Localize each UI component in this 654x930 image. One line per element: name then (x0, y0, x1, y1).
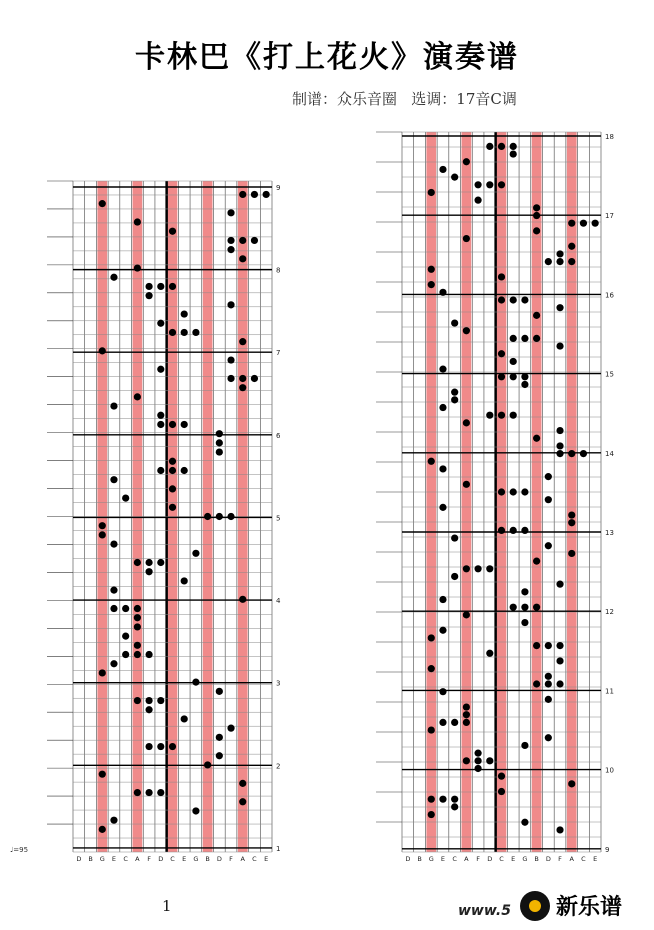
left-note (227, 301, 234, 308)
right-note (463, 611, 470, 618)
right-note (556, 442, 563, 449)
right-note (498, 143, 505, 150)
right-note (533, 312, 540, 319)
left-measure-number: 5 (276, 514, 281, 523)
right-note (486, 757, 493, 764)
logo-text: 新乐谱 (556, 895, 623, 920)
right-note (510, 358, 517, 365)
right-note (439, 465, 446, 472)
right-note (439, 796, 446, 803)
right-note (463, 327, 470, 334)
right-note (568, 243, 575, 250)
right-note (545, 680, 552, 687)
right-tine-label: B (534, 855, 539, 863)
left-note (134, 218, 141, 225)
right-note (474, 565, 481, 572)
right-note (568, 780, 575, 787)
right-note (486, 412, 493, 419)
left-note (157, 559, 164, 566)
right-note (568, 519, 575, 526)
right-tine-label: E (593, 855, 598, 863)
right-tine-label: B (417, 855, 422, 863)
left-note (157, 789, 164, 796)
right-note (580, 450, 587, 457)
left-note (134, 651, 141, 658)
left-tine-label: E (111, 855, 117, 863)
tempo-marking: ♩=95 (10, 846, 29, 854)
right-note (545, 696, 552, 703)
right-note (510, 488, 517, 495)
right-note (533, 212, 540, 219)
left-note (216, 430, 223, 437)
left-note (239, 375, 246, 382)
right-note (510, 296, 517, 303)
right-note (428, 189, 435, 196)
left-tine-label: E (264, 855, 269, 863)
right-note (474, 757, 481, 764)
left-note (99, 522, 106, 529)
left-note (110, 817, 117, 824)
left-note (122, 494, 129, 501)
right-note (439, 404, 446, 411)
right-tine-label: D (487, 855, 493, 863)
left-note (216, 688, 223, 695)
left-note (239, 338, 246, 345)
left-note (110, 660, 117, 667)
left-note (192, 807, 199, 814)
left-note (110, 274, 117, 281)
left-note (204, 761, 211, 768)
right-note (439, 596, 446, 603)
left-note (192, 550, 199, 557)
right-note (498, 527, 505, 534)
page-number: 1 (162, 897, 172, 915)
left-note (99, 826, 106, 833)
left-note (239, 384, 246, 391)
right-note (521, 604, 528, 611)
left-tine-label: G (99, 855, 105, 863)
right-note (498, 273, 505, 280)
left-note (216, 439, 223, 446)
right-measure-number: 14 (605, 449, 614, 458)
right-tine-label: D (545, 855, 551, 863)
right-measure-number: 15 (605, 370, 614, 379)
right-note (439, 366, 446, 373)
left-measure-number: 7 (276, 349, 281, 358)
right-tine-label: E (511, 855, 516, 863)
left-note (192, 679, 199, 686)
left-note (145, 651, 152, 658)
right-note (556, 657, 563, 664)
left-note (181, 467, 188, 474)
left-tine-label: C (252, 855, 257, 863)
right-note (474, 197, 481, 204)
left-note (251, 237, 258, 244)
left-note (134, 605, 141, 612)
right-note (439, 627, 446, 634)
right-note (533, 435, 540, 442)
site-logo (520, 890, 622, 921)
left-note (99, 200, 106, 207)
right-note (580, 220, 587, 227)
right-note (439, 688, 446, 695)
left-tine-label: D (216, 855, 222, 863)
left-measure-number: 8 (276, 266, 281, 275)
right-note (521, 381, 528, 388)
right-note (451, 719, 458, 726)
left-note (145, 283, 152, 290)
right-note (428, 634, 435, 641)
left-note (216, 734, 223, 741)
left-note (134, 623, 141, 630)
right-tine-label: C (499, 855, 504, 863)
right-note (510, 143, 517, 150)
right-note (510, 335, 517, 342)
left-note (169, 421, 176, 428)
right-note (486, 181, 493, 188)
right-note (510, 150, 517, 157)
left-note (169, 504, 176, 511)
left-tine-label: F (147, 855, 151, 863)
right-note (556, 680, 563, 687)
left-tine-label: C (170, 855, 175, 863)
left-note (239, 596, 246, 603)
right-note (556, 450, 563, 457)
right-note (451, 803, 458, 810)
right-note (568, 220, 575, 227)
left-note (216, 448, 223, 455)
left-note (134, 614, 141, 621)
right-measure-number: 12 (605, 608, 614, 617)
left-note (239, 255, 246, 262)
right-note (428, 665, 435, 672)
right-note (463, 757, 470, 764)
left-note (169, 283, 176, 290)
left-tine-label: D (76, 855, 82, 863)
left-measure-number: 3 (276, 679, 281, 688)
right-note (533, 204, 540, 211)
right-note (428, 281, 435, 288)
right-note (463, 703, 470, 710)
right-note (439, 289, 446, 296)
right-note (568, 511, 575, 518)
vinyl-disc-icon (520, 891, 550, 921)
left-note (251, 191, 258, 198)
left-note (227, 725, 234, 732)
left-note (239, 780, 246, 787)
right-note (428, 811, 435, 818)
left-tine-label: A (240, 855, 245, 863)
left-measure-number: 6 (276, 431, 281, 440)
right-note (545, 258, 552, 265)
left-note (134, 393, 141, 400)
right-measure-number: 9 (605, 845, 610, 854)
right-note (486, 565, 493, 572)
right-note (498, 181, 505, 188)
right-note (510, 373, 517, 380)
right-note (521, 742, 528, 749)
left-note (169, 485, 176, 492)
right-note (474, 750, 481, 757)
right-note (545, 473, 552, 480)
left-note (239, 237, 246, 244)
left-tine-label: F (229, 855, 233, 863)
left-note (263, 191, 270, 198)
left-note (216, 513, 223, 520)
right-note (556, 642, 563, 649)
left-measure-number: 2 (276, 762, 281, 771)
left-note (157, 412, 164, 419)
right-measure-number: 10 (605, 766, 614, 775)
left-note (181, 310, 188, 317)
left-note (110, 476, 117, 483)
right-note (486, 650, 493, 657)
right-note (428, 266, 435, 273)
right-note (439, 719, 446, 726)
left-measure-number: 4 (276, 597, 281, 606)
right-note (428, 796, 435, 803)
left-note (145, 292, 152, 299)
right-note (568, 550, 575, 557)
right-note (556, 342, 563, 349)
left-tine-label: A (135, 855, 140, 863)
left-note (134, 264, 141, 271)
right-note (463, 719, 470, 726)
right-note (521, 527, 528, 534)
right-note (556, 258, 563, 265)
left-note (227, 513, 234, 520)
right-note (533, 604, 540, 611)
right-note (533, 335, 540, 342)
left-note (157, 421, 164, 428)
left-note (145, 559, 152, 566)
right-note (521, 488, 528, 495)
left-note (227, 237, 234, 244)
right-tine-label: F (558, 855, 562, 863)
left-note (122, 633, 129, 640)
right-note (521, 335, 528, 342)
right-note (556, 427, 563, 434)
left-note (239, 798, 246, 805)
right-measure-number: 18 (605, 133, 614, 141)
right-note (556, 250, 563, 257)
right-note (556, 826, 563, 833)
left-note (99, 771, 106, 778)
left-note (251, 375, 258, 382)
right-tine-label: C (581, 855, 586, 863)
right-tine-label: A (464, 855, 469, 863)
left-note (227, 209, 234, 216)
right-note (451, 389, 458, 396)
right-tine-label: A (569, 855, 574, 863)
right-tine-label: F (476, 855, 480, 863)
right-note (474, 765, 481, 772)
right-note (428, 726, 435, 733)
left-note (110, 587, 117, 594)
right-note (545, 642, 552, 649)
right-measure-number: 13 (605, 529, 614, 537)
right-note (463, 235, 470, 242)
right-note (451, 396, 458, 403)
left-note (145, 568, 152, 575)
right-note (498, 412, 505, 419)
left-note (169, 458, 176, 465)
left-note (181, 421, 188, 428)
right-note (451, 573, 458, 580)
right-note (533, 642, 540, 649)
left-tine-label: G (193, 855, 199, 863)
right-note (545, 542, 552, 549)
right-note (428, 458, 435, 465)
right-tine-label: C (452, 855, 457, 863)
left-note (239, 191, 246, 198)
left-note (110, 402, 117, 409)
right-note (521, 296, 528, 303)
left-note (157, 320, 164, 327)
right-note (498, 488, 505, 495)
right-note (451, 319, 458, 326)
left-note (157, 467, 164, 474)
left-note (169, 743, 176, 750)
left-tine-label: B (88, 855, 93, 863)
right-note (510, 527, 517, 534)
left-note (134, 697, 141, 704)
right-note (545, 734, 552, 741)
score-title: 卡林巴《打上花火》演奏谱 (135, 40, 519, 75)
left-note (99, 669, 106, 676)
right-tine-label: E (440, 855, 446, 863)
left-tine-label: C (123, 855, 128, 863)
left-note (145, 697, 152, 704)
right-note (592, 220, 599, 227)
left-note (122, 605, 129, 612)
left-note (157, 697, 164, 704)
right-note (545, 673, 552, 680)
left-note (157, 283, 164, 290)
left-note (110, 605, 117, 612)
right-note (463, 711, 470, 718)
right-note (439, 166, 446, 173)
right-tine-label: G (522, 855, 528, 863)
right-note (463, 419, 470, 426)
left-note (192, 329, 199, 336)
right-tine-label: D (405, 855, 411, 863)
left-tine-label: D (158, 855, 164, 863)
left-note (157, 743, 164, 750)
right-note (498, 788, 505, 795)
left-note (145, 789, 152, 796)
right-note (486, 143, 493, 150)
right-note (533, 558, 540, 565)
right-note (498, 373, 505, 380)
right-note (463, 565, 470, 572)
right-note (510, 412, 517, 419)
left-note (134, 642, 141, 649)
right-note (510, 604, 517, 611)
right-note (474, 181, 481, 188)
right-tine-label: G (428, 855, 434, 863)
left-note (99, 347, 106, 354)
left-note (216, 752, 223, 759)
right-measure-number: 11 (605, 687, 614, 696)
right-note (463, 158, 470, 165)
right-note (498, 350, 505, 357)
left-note (227, 375, 234, 382)
right-note (439, 504, 446, 511)
right-measure-number: 17 (605, 212, 614, 221)
left-note (157, 366, 164, 373)
right-note (533, 680, 540, 687)
left-note (134, 559, 141, 566)
left-note (145, 743, 152, 750)
left-note (227, 356, 234, 363)
left-tine-label: B (205, 855, 210, 863)
right-note (533, 227, 540, 234)
left-measure-number: 9 (276, 184, 281, 192)
left-measure-number: 1 (276, 844, 281, 853)
left-note (110, 541, 117, 548)
left-note (169, 467, 176, 474)
right-note (556, 581, 563, 588)
right-note (521, 819, 528, 826)
left-note (145, 706, 152, 713)
left-note (227, 246, 234, 253)
right-note (498, 296, 505, 303)
right-note (568, 258, 575, 265)
right-note (451, 534, 458, 541)
right-note (451, 174, 458, 181)
left-note (204, 513, 211, 520)
right-note (568, 450, 575, 457)
left-tine-label: E (182, 855, 187, 863)
left-note (169, 228, 176, 235)
score-subtitle: 制谱：众乐音圈 选调：17音C调 (292, 90, 517, 108)
left-note (99, 531, 106, 538)
site-url[interactable]: www.5 (458, 903, 511, 919)
left-note (134, 789, 141, 796)
right-note (463, 481, 470, 488)
right-note (498, 773, 505, 780)
left-note (181, 329, 188, 336)
left-note (181, 715, 188, 722)
left-note (181, 577, 188, 584)
left-note (169, 329, 176, 336)
right-note (521, 619, 528, 626)
left-note (122, 651, 129, 658)
right-note (545, 496, 552, 503)
right-measure-number: 16 (605, 291, 614, 300)
right-note (521, 373, 528, 380)
right-note (521, 588, 528, 595)
right-note (451, 796, 458, 803)
right-note (556, 304, 563, 311)
